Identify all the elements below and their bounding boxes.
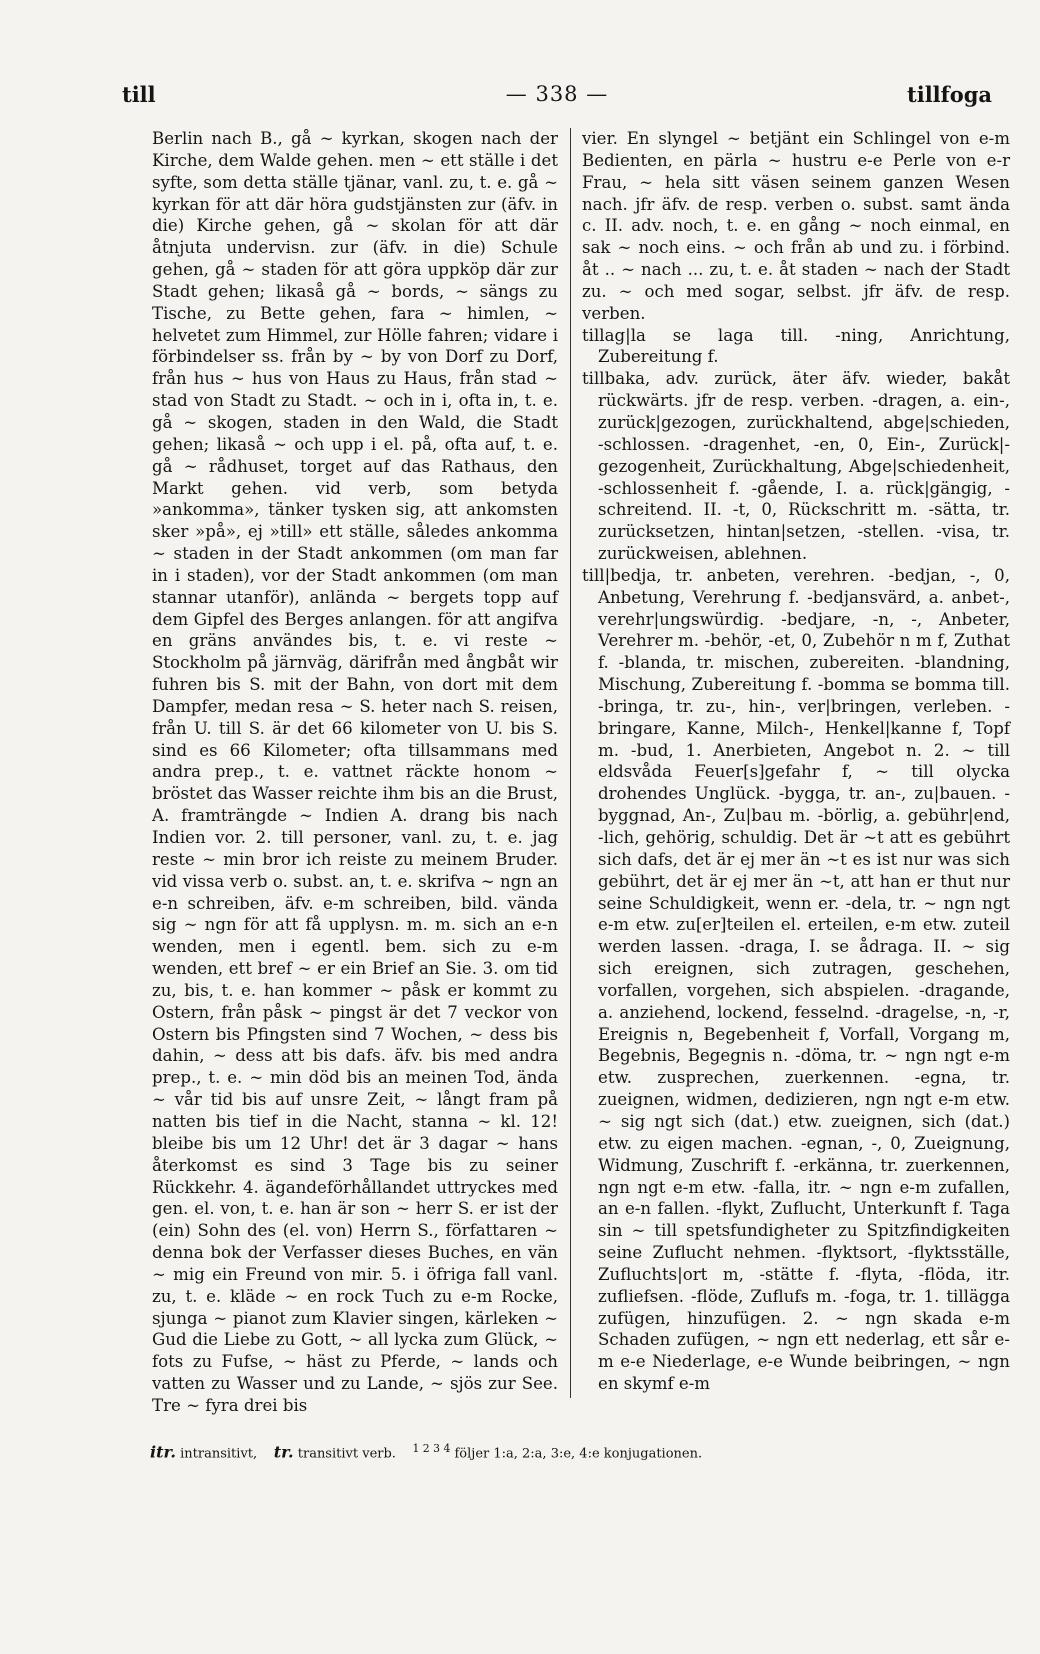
footer-conjugation-text: följer 1:a, 2:a, 3:e, 4:e konjugationen. — [454, 1446, 703, 1462]
entry-tillbaka: tillbaka, adv. zurück, äter äfv. wieder, bakåt rückwärts. jfr de resp. verben. -dragen, a. ein-, zurück|gezogen, zurückhaltend, abge|schieden, -schlossen. -dragenhet, -en, 0, Ein-, Zurück|-gezogenheit, Zurückhaltung, Abge|schiedenheit, -schlossenheit f. -gående, I. a. rück|gängig, -schreitend. II. -t, 0, Rückschritt m. -sätta, tr. zurücksetzen, hintan|setzen, -stellen. -visa, tr. zurückweisen, ablehnen. — [582, 369, 1010, 564]
footer-abbr-tr: tr. — [273, 1442, 294, 1462]
left-column-text: Berlin nach B., gå ∼ kyrkan, skogen nach der Kirche, dem Walde gehen. men ∼ ett ställe i det syfte, som detta ställe tjänar, vanl. zu, t. e. gå ∼ kyrkan för att där höra gudstjänsten zur (äfv. in die) Kirche gehen, gå ∼ skolan för att där åtnjuta undervisn. zur (äfv. in die) Schule gehen, gå ∼ staden för att göra uppköp där zur Stadt gehen; likaså gå ∼ bords, ∼ sängs zu Tische, zu Bette gehen, fara ∼ himlen, ∼ helvetet zum Himmel, zur Hölle fahren; vidare i förbindelser ss. från by ∼ by von Dorf zu Dorf, från hus ∼ hus von Haus zu Haus, från stad ∼ stad von Stadt zu Stadt. ∼ och in i, ofta in, t. e. gå ∼ skogen, staden in den Wald, die Stadt gehen; likaså ∼ och upp i el. på, ofta auf, t. e. gå ∼ rådhuset, torget auf das Rathaus, den Markt gehen. vid verb, som betyda »ankomma», tänker tysken sig, att ankomsten sker »på», ej »till» ett ställe, således ankomma ∼ staden in der Stadt ankommen (om man far in i staden), vor der Stadt ankommen (om man stannar utanför), anlända ∼ bergets topp auf dem Gipfel des Berges anlangen. för att angifva en gräns användes bis, t. e. vi reste ∼ Stockholm på järnväg, därifrån med ångbåt wir fuhren bis S. mit der Bahn, von dort mit dem Dampfer, medan resa ∼ S. heter nach S. reisen, från U. till S. är det 66 kilometer von U. bis S. sind es 66 Kilometer; ofta tillsammans med andra prep., t. e. vattnet räckte honom ∼ bröstet das Wasser reichte ihm bis an die Brust, A. framträngde ∼ Indien A. drang bis nach Indien vor. 2. till personer, vanl. zu, t. e. jag reste ∼ min bror ich reiste zu meinem Bruder. vid vissa verb o. subst. an, t. e. skrifva ∼ ngn an e-n schreiben, äfv. e-m schreiben, bild. vända sig ∼ ngn för att få upplysn. m. m. sich an e-n wenden, men i egentl. bem. sich zu e-m wenden, ett bref ∼ er ein Brief an Sie. 3. om tid zu, bis, t. e. han kommer ∼ påsk er kommt zu Ostern, från påsk ∼ pingst är det 7 veckor von Ostern bis Pfingsten sind 7 Wochen, ∼ dess bis dahin, ∼ dess att bis dafs. äfv. bis med andra prep., t. e. ∼ min död bis an meinen Tod, ända ∼ vår tid bis auf unsre Zeit, ∼ långt fram på natten bis tief in die Nacht, stanna ∼ kl. 12! bleibe bis um 12 Uhr! det är 3 dagar ∼ hans återkomst es sind 3 Tage bis zu seiner Rückkehr. 4. ägandeförhållandet uttryckes med gen. el. von, t. e. han är son ∼ herr S. er ist der (ein) Sohn des (el. von) Herrn S., författaren ∼ denna bok der Verfasser dieses Buches, en vän ∼ mig ein Freund von mir. 5. i öfriga fall vanl. zu, t. e. kläde ∼ en rock Tuch zu e-m Rocke, sjunga ∼ pianot zum Klavier singen, kärleken ∼ Gud die Liebe zu Gott, ∼ all lycka zum Glück, ∼ fots zu Fufse, ∼ häst zu Pferde, ∼ lands och vatten zu Wasser und zu Lande, ∼ sjös zur See. Tre ∼ fyra drei bis — [152, 129, 558, 1415]
entry-tillagla: tillag|la se laga till. -ning, Anrichtung, Zubereitung f. — [582, 325, 1010, 367]
left-column — [152, 128, 558, 1415]
footer-abbr-itr: itr. — [150, 1442, 176, 1462]
footer-abbr-tr-text: transitivt verb. — [297, 1446, 396, 1462]
page-number: — 338 — — [505, 82, 609, 106]
abbreviation-footer — [150, 1442, 1000, 1461]
entry-tillbedja: till|bedja, tr. anbeten, verehren. -bedjan, -, 0, Anbetung, Verehrung f. -bedjansvärd, a. anbet-, verehr|ungswürdig. -bedjare, -n, -, Anbeter, Verehrer m. -behör, -et, 0, Zubehör n m f, Zuthat f. -blanda, tr. mischen, zubereiten. -blandning, Mischung, Zubereitung f. -bomma se bomma till. -bringa, tr. zu-, hin-, ver|bringen, verleben. -bringare, Kanne, Milch-, Henkel|kanne f, Topf m. -bud, 1. Anerbieten, Angebot n. 2. ∼ till eldsvåda Feuer[s]gefahr f, ∼ till olycka drohendes Unglück. -bygga, tr. an-, zu|bauen. -byggnad, An-, Zu|bau m. -börlig, a. gebühr|end, -lich, gehörig, schuldig. Det är ∼t att es gebührt sich dafs, det är ej mer än ∼t es ist nur was sich gebührt, det är ej mer än ∼t, att han er thut nur seine Schuldigkeit, wenn er. -dela, tr. ∼ ngn ngt e-m etw. zu[er]teilen el. erteilen, e-m etw. zuteil werden lassen. -draga, I. se ådraga. II. ∼ sig sich ereignen, sich zutragen, geschehen, vorfallen, vorgehen, sich abspielen. -dragande, a. anziehend, lockend, fesselnd. -dragelse, -n, -r, Ereignis n, Begebenheit f, Vorfall, Vorgang m, Begebnis, Begegnis n. -döma, tr. ∼ ngn ngt e-m etw. zusprechen, zuerkennen. -egna, tr. zueignen, widmen, dedizieren, ngn ngt e-m etw. ∼ sig ngt sich (dat.) etw. zueignen, sich (dat.) etw. zu eigen machen. -egnan, -, 0, Zueignung, Widmung, Zuschrift f. -erkänna, tr. zuerkennen, ngn ngt e-m etw. -falla, itr. ∼ ngn e-m zufallen, an e-n fallen. -flykt, Zuflucht, Unterkunft f. Taga sin ∼ till spetsfundigheter zu Spitzfindigkeiten seine Zuflucht nehmen. -flyktsort, -flyktsställe, Zufluchts|ort m, -stätte f. -flyta, -flöda, itr. zufliefsen. -flöde, Zuflufs m. -foga, tr. 1. tillägga zufügen, hinzufügen. 2. ∼ ngn skada e-m Schaden zufügen, ∼ ngn ett nederlag, ett sår e-m e-e Niederlage, e-e Wunde beibringen, ∼ ngn en skymf e-m — [582, 565, 1010, 1394]
page-header — [122, 82, 992, 112]
footer-abbr-itr-text: intransitivt, — [180, 1446, 258, 1462]
entry-continuation: vier. En slyngel ∼ betjänt ein Schlingel von e-m Bedienten, en pärla ∼ hustru e-e Perle von e-r Frau, ∼ hela sitt väsen seinem ganzen Wesen nach. jfr äfv. de resp. verben o. subst. samt ända c. II. adv. noch, t. e. en gång ∼ noch einmal, en sak ∼ noch eins. ∼ och från ab und zu. i förbind. åt .. ∼ nach ... zu, t. e. åt staden ∼ nach der Stadt zu. ∼ och med sogar, selbst. jfr äfv. de resp. verben. — [582, 129, 1010, 323]
column-divider — [570, 128, 571, 1398]
footer-conjugation-numbers: 1 2 3 4 — [412, 1442, 451, 1455]
right-running-headword: tillfoga — [907, 82, 992, 107]
right-column — [582, 128, 1010, 1398]
left-running-headword: till — [122, 82, 156, 107]
